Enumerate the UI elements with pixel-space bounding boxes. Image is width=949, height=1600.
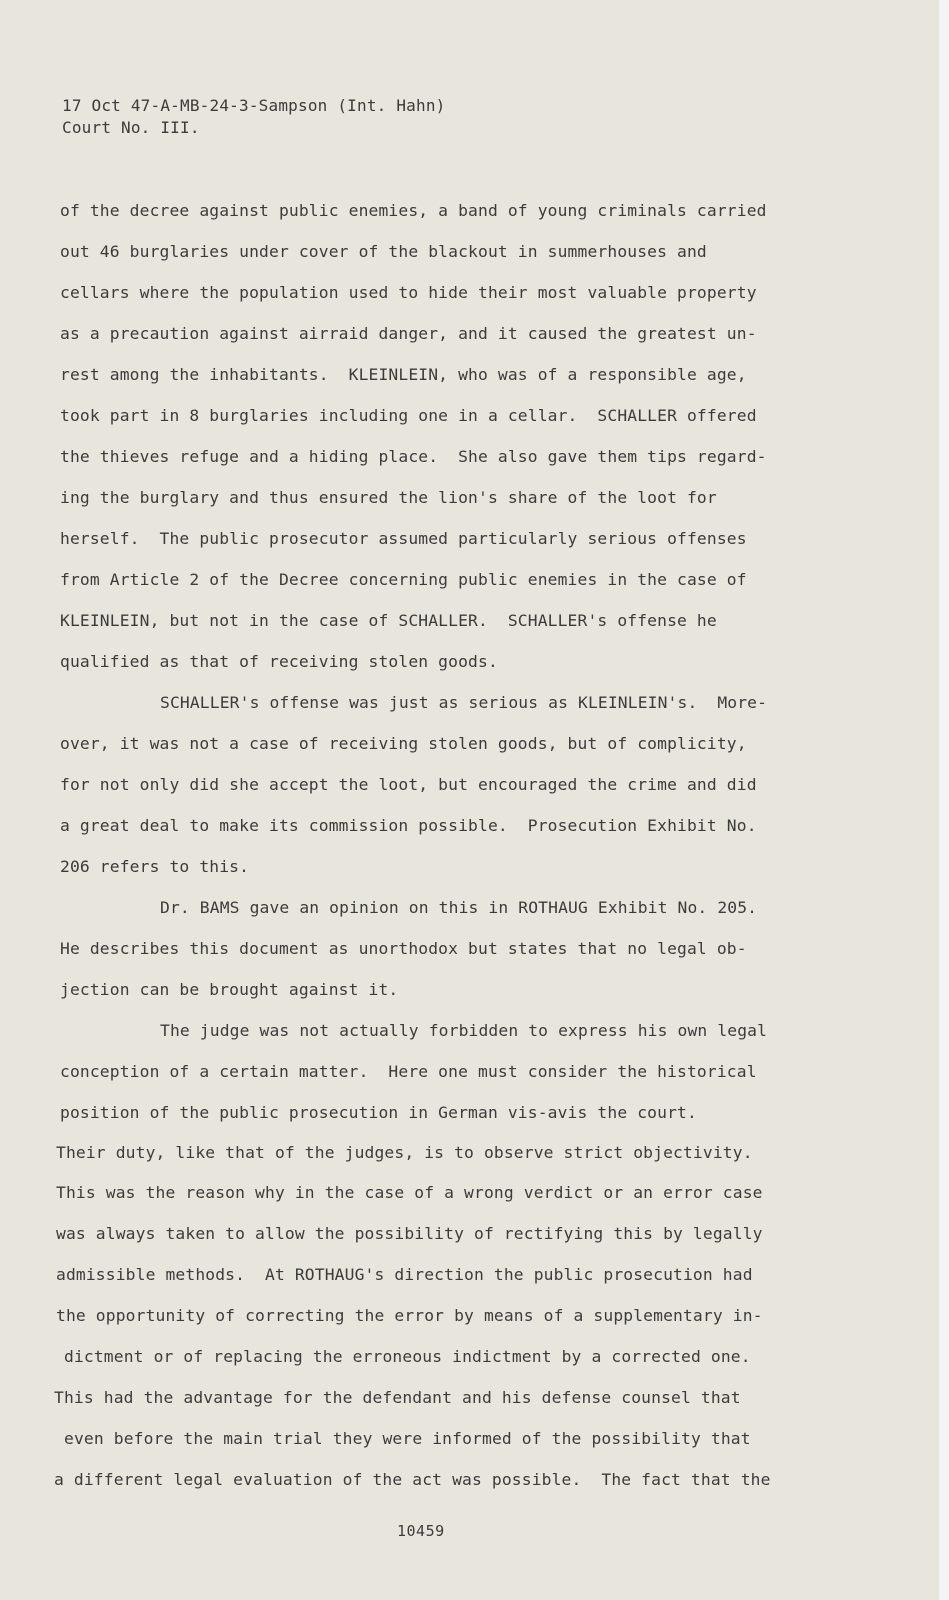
body-line: qualified as that of receiving stolen goods. <box>60 652 498 671</box>
body-line: over, it was not a case of receiving stolen goods, but of complicity, <box>60 734 747 753</box>
body-line: a different legal evaluation of the act was possible. The fact that the <box>54 1470 771 1489</box>
body-line: out 46 burglaries under cover of the blackout in summerhouses and <box>60 242 707 261</box>
body-line: conception of a certain matter. Here one must consider the historical <box>60 1062 757 1081</box>
body-line: took part in 8 burglaries including one in a cellar. SCHALLER offered <box>60 406 757 425</box>
body-line: from Article 2 of the Decree concerning public enemies in the case of <box>60 570 747 589</box>
body-line: 206 refers to this. <box>60 857 250 876</box>
body-line: dictment or of replacing the erroneous indictment by a corrected one. <box>64 1347 751 1366</box>
body-line: rest among the inhabitants. KLEINLEIN, who was of a responsible age, <box>60 365 747 384</box>
header-date-line: 17 Oct 47-A-MB-24-3-Sampson (Int. Hahn) <box>62 96 446 115</box>
page-number: 10459 <box>397 1522 445 1540</box>
body-line: SCHALLER's offense was just as serious as KLEINLEIN's. More- <box>160 693 768 712</box>
body-line: ing the burglary and thus ensured the lion's share of the loot for <box>60 488 717 507</box>
body-line: of the decree against public enemies, a band of young criminals carried <box>60 201 767 220</box>
body-line: herself. The public prosecutor assumed particularly serious offenses <box>60 529 747 548</box>
body-line: the thieves refuge and a hiding place. She also gave them tips regard- <box>60 447 767 466</box>
body-line: cellars where the population used to hide their most valuable property <box>60 283 757 302</box>
body-line: KLEINLEIN, but not in the case of SCHALLER. SCHALLER's offense he <box>60 611 717 630</box>
header-court-line: Court No. III. <box>62 118 200 137</box>
body-line: Their duty, like that of the judges, is to observe strict objectivity. <box>56 1143 753 1162</box>
body-line: admissible methods. At ROTHAUG's direction the public prosecution had <box>56 1265 753 1284</box>
body-line: This had the advantage for the defendant and his defense counsel that <box>54 1388 741 1407</box>
body-line: position of the public prosecution in German vis-avis the court. <box>60 1103 697 1122</box>
body-line: the opportunity of correcting the error by means of a supplementary in- <box>56 1306 763 1325</box>
body-line: a great deal to make its commission possible. Prosecution Exhibit No. <box>60 816 757 835</box>
body-line: as a precaution against airraid danger, and it caused the greatest un- <box>60 324 757 343</box>
body-line: was always taken to allow the possibility of rectifying this by legally <box>56 1224 763 1243</box>
body-line: The judge was not actually forbidden to express his own legal <box>160 1021 768 1040</box>
body-line: This was the reason why in the case of a wrong verdict or an error case <box>56 1183 763 1202</box>
body-line: jection can be brought against it. <box>60 980 399 999</box>
body-line: for not only did she accept the loot, but encouraged the crime and did <box>60 775 757 794</box>
body-line: He describes this document as unorthodox but states that no legal ob- <box>60 939 747 958</box>
body-line: Dr. BAMS gave an opinion on this in ROTHAUG Exhibit No. 205. <box>160 898 758 917</box>
body-line: even before the main trial they were informed of the possibility that <box>64 1429 751 1448</box>
